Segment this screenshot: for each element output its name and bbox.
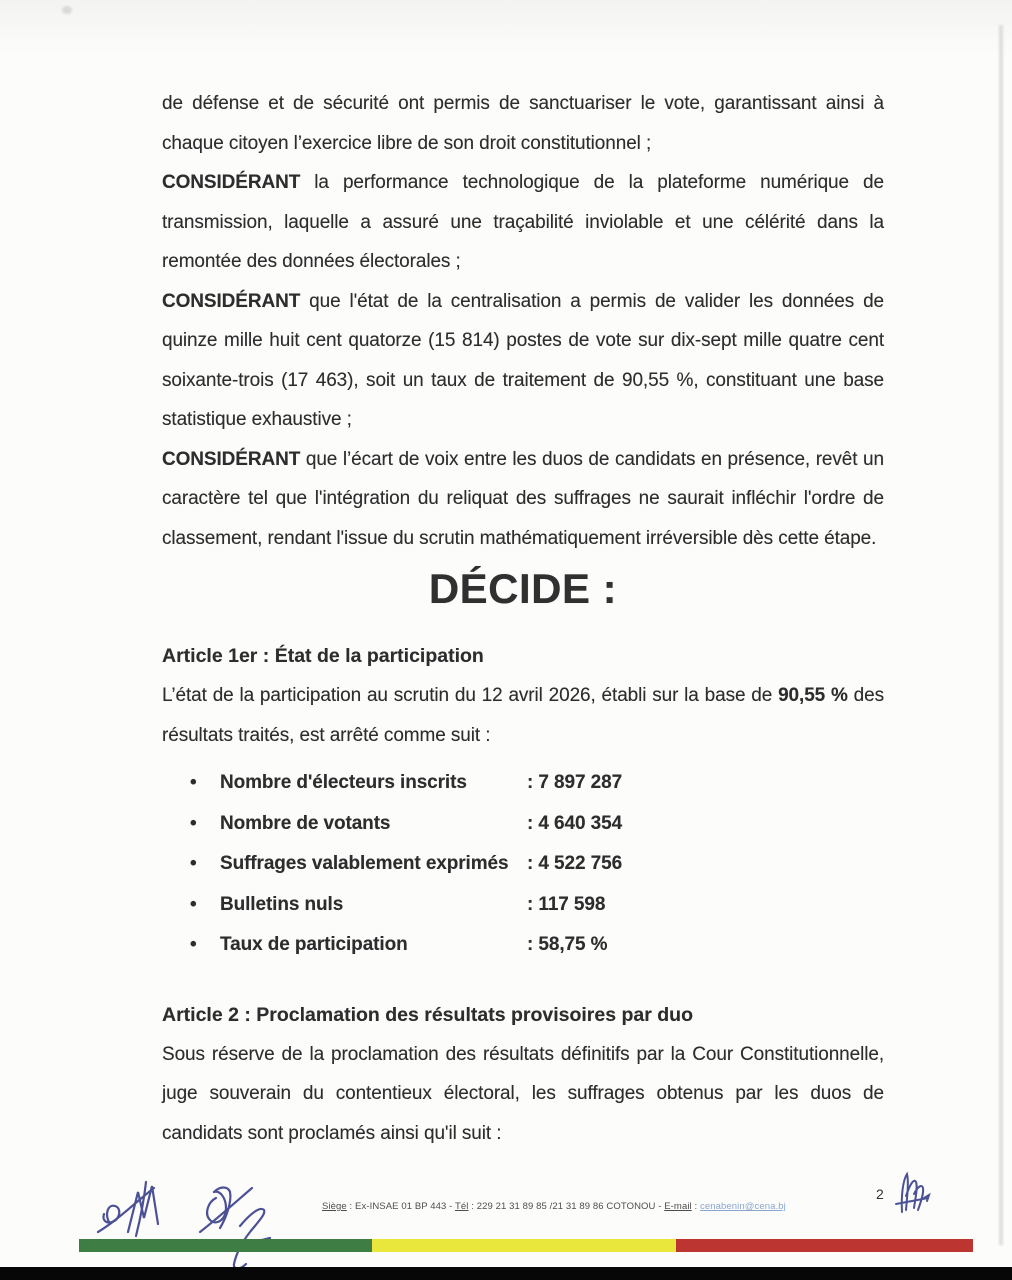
paragraph-continuation: de défense et de sécurité ont permis de sanctuariser le vote, garantissant ainsi à chaque citoyen l’exercice libre de son droit constitutionnel ; <box>162 93 884 154</box>
bottom-black-strip <box>0 1267 1012 1280</box>
scan-lighting-shade <box>0 0 1012 70</box>
footer-siege-text: : Ex-INSAE 01 BP 443 - <box>346 1201 455 1212</box>
scan-edge-line <box>999 25 1003 1245</box>
participation-rate: 90,55 % <box>778 685 848 706</box>
considerant-paragraph-3 <box>162 440 884 559</box>
stat-value: : 7 897 287 <box>527 772 623 793</box>
considerant-lead: CONSIDÉRANT <box>162 172 301 193</box>
stat-row-suffrages-exprimes <box>162 853 884 894</box>
page-number: 2 <box>876 1186 884 1202</box>
stat-row-electeurs-inscrits <box>162 772 884 813</box>
article2-heading: Article 2 : Proclamation des résultats provisoires par duo <box>162 1003 693 1026</box>
footer-tel-label: Tél <box>455 1201 469 1212</box>
intro-text: des résultats traités, est arrêté comme suit : <box>162 685 884 746</box>
stat-label: • Nombre d'électeurs inscrits <box>220 772 467 793</box>
stat-row-taux-participation <box>162 934 884 975</box>
stat-value: : 58,75 % <box>527 934 608 955</box>
footer-email-link: cenabenin@cena.bj <box>699 1201 786 1212</box>
considerant-text: que l’écart de voix entre les duos de candidats en présence, revêt un caractère tel que l'intégration du reliquat des suffrages ne saurait infléchir l'ordre de classement, rendant l'issue du scrutin mathématiquement irréversible dès cette étape. <box>162 448 884 549</box>
footer-contact-line <box>322 1201 802 1212</box>
considerant-lead: CONSIDÉRANT <box>162 448 301 470</box>
decide-heading: DÉCIDE : <box>428 565 618 612</box>
participation-stats-list <box>162 772 884 975</box>
stat-value: : 4 640 354 <box>527 812 623 834</box>
stat-value: : 4 522 756 <box>527 853 623 874</box>
flag-bar <box>79 1239 973 1252</box>
intro-text: L’état de la participation au scrutin du 12 avril 2026, établi sur la base de <box>162 685 779 706</box>
footer-email-sep: : <box>691 1201 700 1212</box>
stat-row-bulletins-nuls <box>162 894 884 935</box>
article1-intro <box>162 676 884 755</box>
scan-artifact <box>62 6 72 14</box>
considerant-text: la performance technologique de la plateforme numérique de transmission, laquelle a assuré une traçabilité inviolable et une célérité dans la remontée des données électorales ; <box>162 172 884 272</box>
stat-value: : 117 598 <box>527 893 606 915</box>
considerant-paragraph-1 <box>162 163 884 282</box>
footer-siege-label: Siège <box>322 1201 347 1212</box>
flag-red-segment <box>676 1239 973 1252</box>
article1-heading: Article 1er : État de la participation <box>162 645 484 667</box>
considerant-paragraph-2 <box>162 282 884 440</box>
stat-label: • Suffrages valablement exprimés <box>220 853 509 874</box>
considerant-lead: CONSIDÉRANT <box>162 290 301 312</box>
stat-row-votants <box>162 813 884 854</box>
document-body <box>162 84 884 1153</box>
considerant-text: que l'état de la centralisation a permis de valider les données de quinze mille huit cent quatorze (15 814) postes de vote sur dix-sept mille quatre cent soixante-trois (17 463), soit un taux de traitement de 90,55 %, constituant une base statistique exhaustive ; <box>162 290 884 430</box>
flag-yellow-segment <box>372 1239 676 1252</box>
stat-label: • Bulletins nuls <box>220 893 344 915</box>
footer-email-label: E-mail <box>664 1201 692 1212</box>
signature-initials-ink <box>88 1162 298 1280</box>
page-paraph-ink <box>888 1168 934 1226</box>
article2-paragraph: Sous réserve de la proclamation des résultats définitifs par la Cour Constitutionnelle, juge souverain du contentieux électoral, les suffrages obtenus par les duos de candidats sont proclamés ainsi qu'il suit : <box>162 1043 884 1144</box>
flag-green-segment <box>79 1239 372 1252</box>
footer-tel-text: : 229 21 31 89 85 /21 31 89 86 COTONOU - <box>468 1201 665 1212</box>
stat-label: • Nombre de votants <box>220 812 391 834</box>
stat-label: • Taux de participation <box>220 934 408 955</box>
